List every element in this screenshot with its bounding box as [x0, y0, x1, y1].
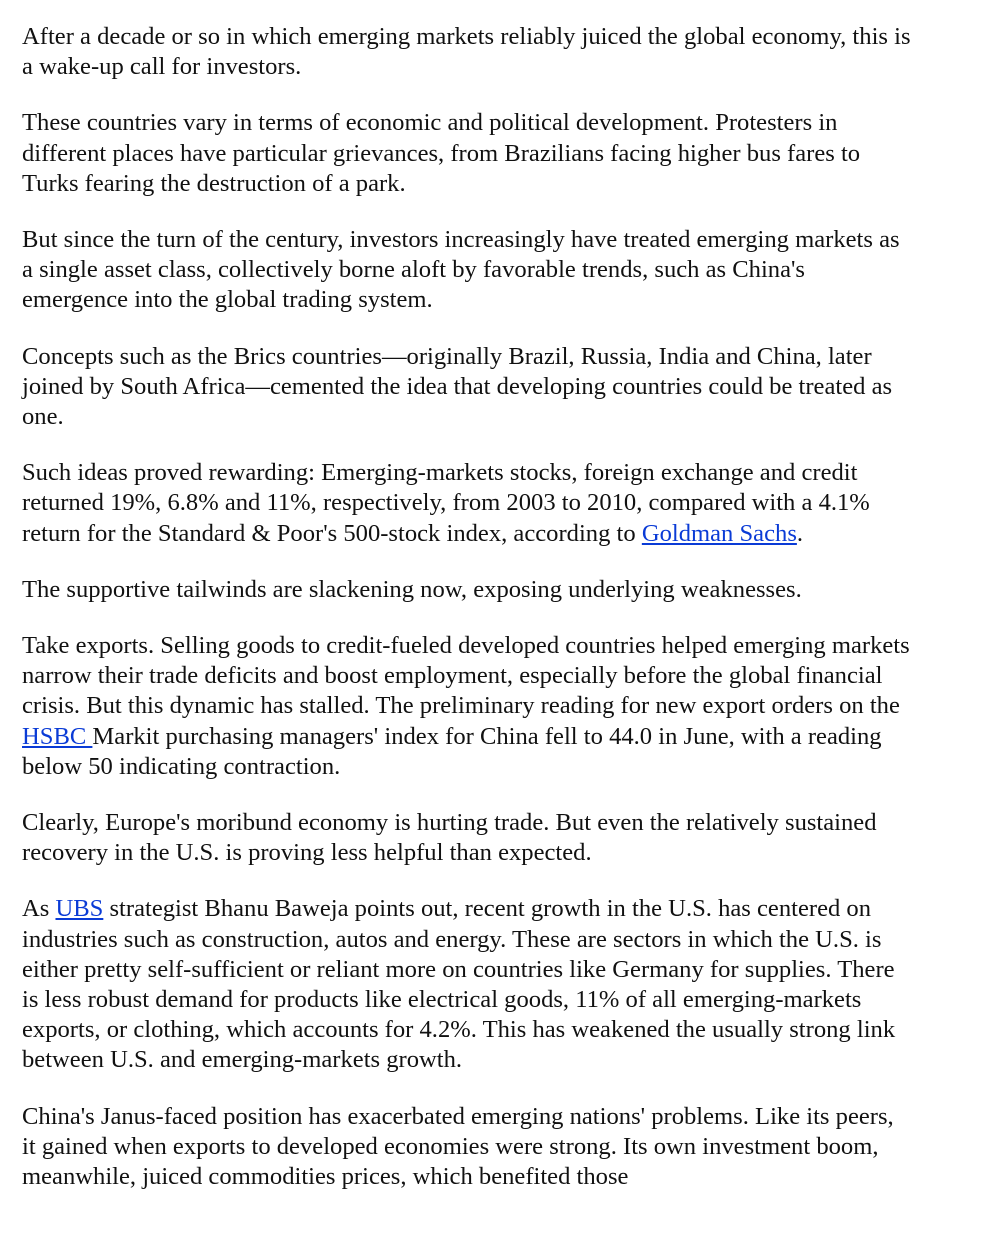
paragraph-8: Clearly, Europe's moribund economy is hurting trade. But even the relatively sustained recovery in the U.S. is proving less helpful than expected. — [22, 809, 877, 867]
paragraph-4: Concepts such as the Brics countries—originally Brazil, Russia, India and China, later joined by South Africa—cemented the idea that developing countries could be treated as one. — [22, 342, 893, 431]
paragraph-9 — [22, 894, 912, 1075]
paragraph-7-text-after: Markit purchasing managers' index for China fell to 44.0 in June, with a reading below 50 indicating contraction. — [22, 722, 882, 780]
paragraph-1: After a decade or so in which emerging markets reliably juiced the global economy, this is a wake-up call for investors. — [22, 23, 911, 81]
paragraph-9-text-after: strategist Bhanu Baweja points out, recent growth in the U.S. has centered on industries such as construction, autos and energy. These are sectors in which the U.S. is either pretty self-sufficient or reliant more on countries like Germany for supplies. There is less robust demand for products like electrical goods, 11% of all emerging-markets exports, or clothing, which accounts for 4.2%. This has weakened the usually strong link between U.S. and emerging-markets growth. — [22, 895, 896, 1074]
hsbc-link[interactable]: HSBC — [22, 722, 93, 750]
paragraph-7 — [22, 631, 912, 782]
goldman-sachs-link[interactable]: Goldman Sachs — [641, 519, 797, 547]
paragraph-9-text-before: As — [22, 895, 56, 923]
paragraph-7-text-before: Take exports. Selling goods to credit-fueled developed countries helped emerging markets narrow their trade deficits and boost employment, especially before the global financial crisis. But this dynamic has stalled. The preliminary reading for new export orders on the — [22, 632, 910, 720]
ubs-link[interactable]: UBS — [55, 895, 104, 923]
paragraph-3: But since the turn of the century, investors increasingly have treated emerging markets as a single asset class, collectively borne aloft by favorable trends, such as China's emergence into the global trading system. — [22, 226, 900, 314]
paragraph-5-text-before: Such ideas proved rewarding: Emerging-markets stocks, foreign exchange and credit returned 19%, 6.8% and 11%, respectively, from 2003 to 2010, compared with a 4.1% return for the Standard & Poor's 500-stock index, according to — [22, 459, 870, 547]
paragraph-6: The supportive tailwinds are slackening now, exposing underlying weaknesses. — [22, 575, 802, 603]
paragraph-5-text-after: . — [796, 519, 804, 547]
article-body — [22, 22, 912, 1192]
paragraph-5 — [22, 458, 912, 549]
paragraph-10: China's Janus-faced position has exacerbated emerging nations' problems. Like its peers, it gained when exports to developed economies were strong. Its own investment boom, meanwhile, juiced commodities prices, which benefited those — [22, 1102, 894, 1191]
paragraph-2: These countries vary in terms of economic and political development. Protesters in different places have particular grievances, from Brazilians facing higher bus fares to Turks fearing the destruction of a park. — [22, 109, 861, 197]
